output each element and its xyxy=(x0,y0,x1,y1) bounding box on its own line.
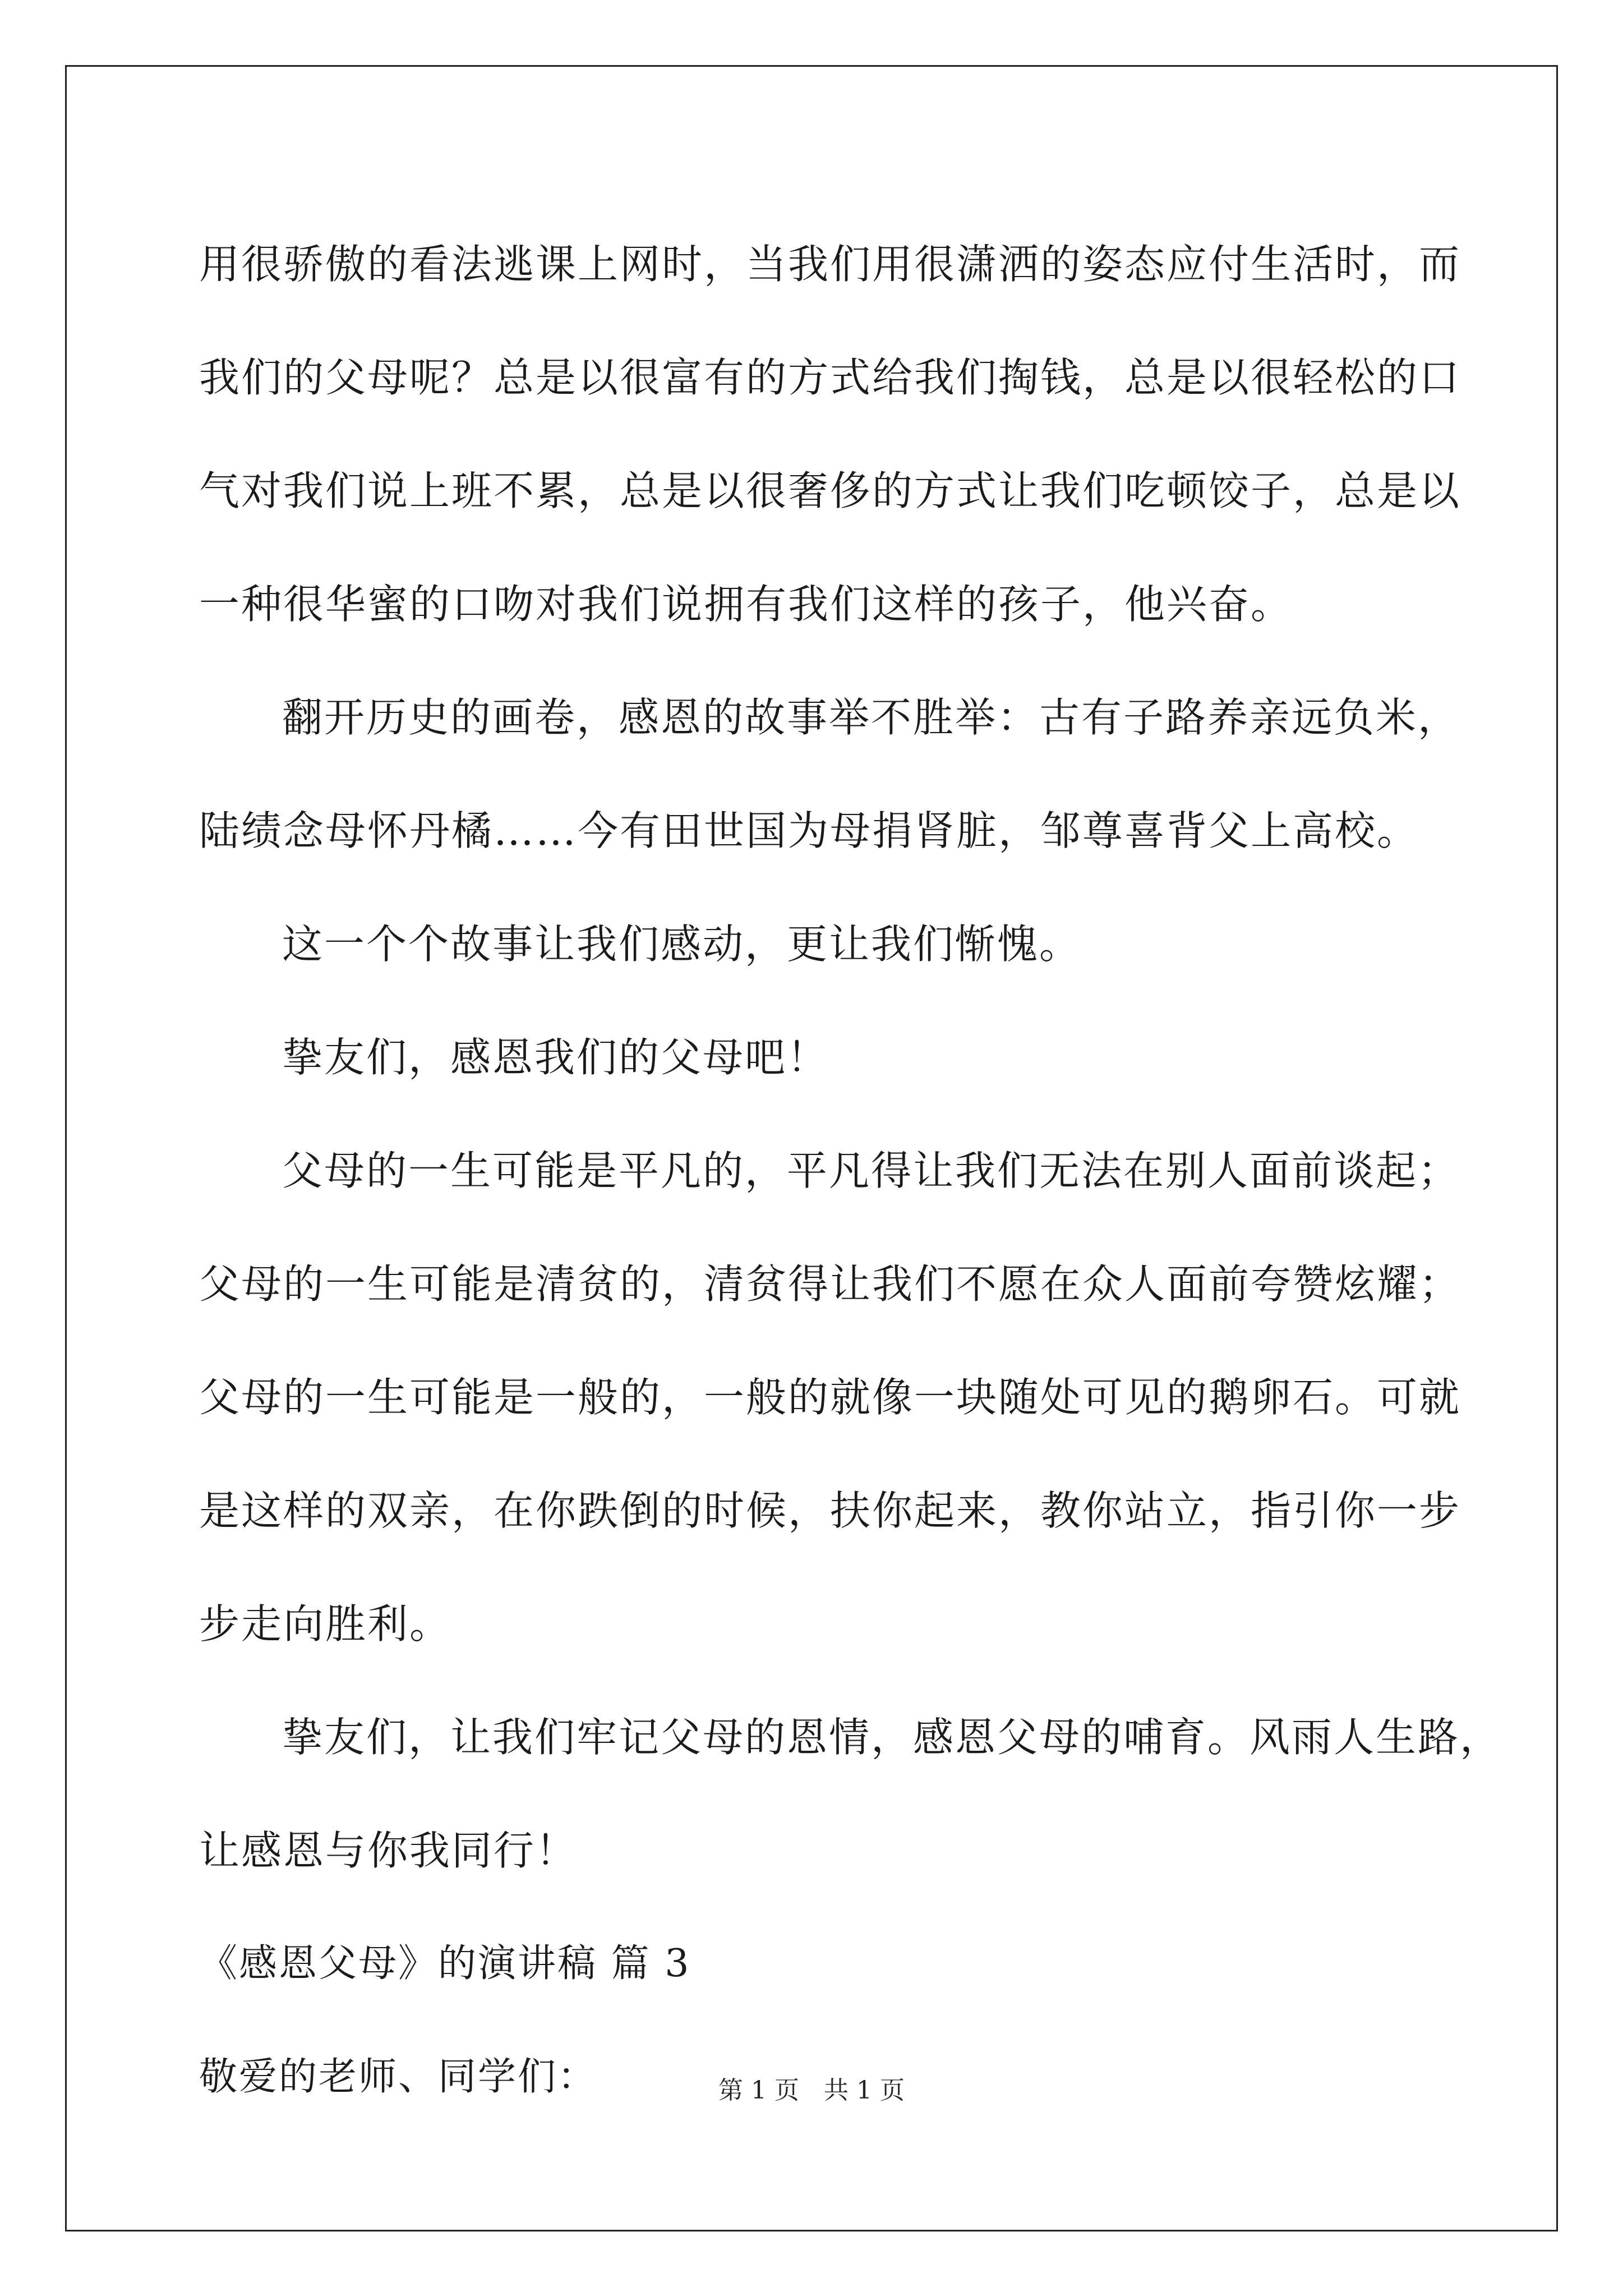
paragraph-line: 父母的一生可能是一般的，一般的就像一块随处可见的鹅卵石。可就 xyxy=(199,1374,1461,1421)
paragraph-line: 用很骄傲的看法逃课上网时，当我们用很潇洒的姿态应付生活时，而 xyxy=(199,241,1461,288)
paragraph-line: 这一个个故事让我们感动，更让我们惭愧。 xyxy=(282,921,1082,968)
paragraph-line: 一种很华蜜的口吻对我们说拥有我们这样的孩子，他兴奋。 xyxy=(199,581,1293,628)
page-number-current: 第 1 页 xyxy=(718,2076,799,2105)
paragraph-line: 陆绩念母怀丹橘……今有田世国为母捐肾脏，邹尊喜背父上高校。 xyxy=(199,807,1419,854)
paragraph-line: 父母的一生可能是清贫的，清贫得让我们不愿在众人面前夸赞炫耀； xyxy=(199,1260,1461,1308)
paragraph-line: 让感恩与你我同行！ xyxy=(199,1827,578,1874)
paragraph-line: 是这样的双亲，在你跌倒的时候，扶你起来，教你站立，指引你一步 xyxy=(199,1487,1461,1534)
paragraph-line: 挚友们，感恩我们的父母吧！ xyxy=(282,1034,829,1081)
page-footer xyxy=(0,2070,1623,2106)
page-number-total: 共 1 页 xyxy=(824,2076,905,2105)
paragraph-line: 步走向胜利。 xyxy=(199,1600,452,1648)
section-heading: 《感恩父母》的演讲稿 篇 3 xyxy=(199,1941,691,1986)
document-body xyxy=(199,208,1502,2134)
paragraph-line: 翻开历史的画卷，感恩的故事举不胜举：古有子路养亲远负米， xyxy=(282,694,1460,741)
paragraph-line: 挚友们，让我们牢记父母的恩情，感恩父母的哺育。风雨人生路， xyxy=(282,1714,1502,1761)
salutation: 敬爱的老师、同学们： xyxy=(199,2055,598,2099)
paragraph-line: 气对我们说上班不累，总是以很奢侈的方式让我们吃顿饺子，总是以 xyxy=(199,467,1461,514)
paragraph-line: 我们的父母呢？总是以很富有的方式给我们掏钱，总是以很轻松的口 xyxy=(199,354,1461,401)
paragraph-line: 父母的一生可能是平凡的，平凡得让我们无法在别人面前谈起； xyxy=(282,1147,1460,1194)
